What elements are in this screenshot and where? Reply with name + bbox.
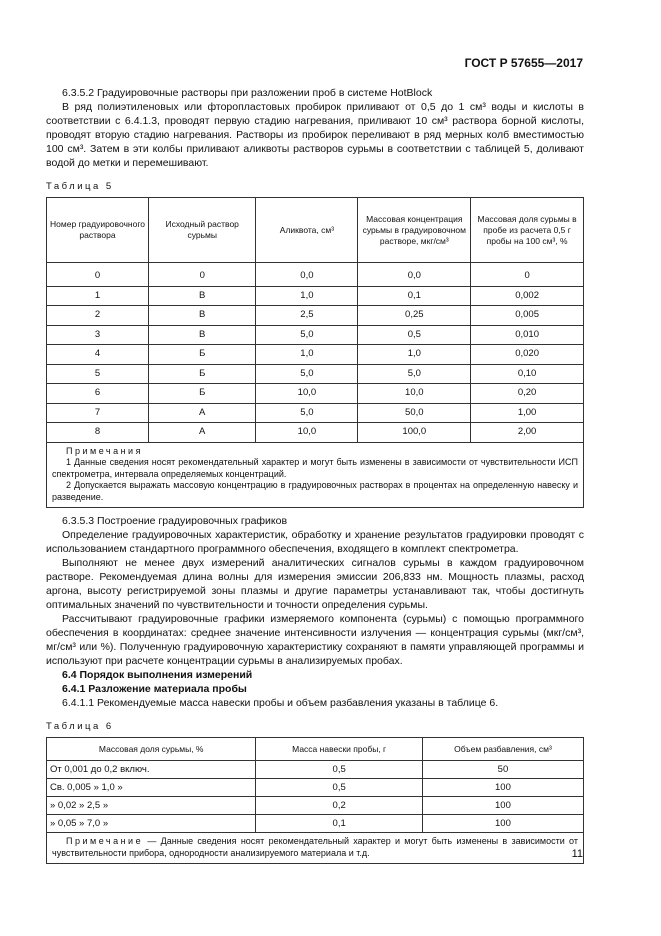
- table-cell: 10,0: [256, 423, 358, 443]
- table-cell: 4: [47, 345, 149, 365]
- table-cell: 8: [47, 423, 149, 443]
- page-number: 11: [571, 848, 583, 860]
- table5-notes-title: Примечания: [66, 445, 143, 456]
- table-cell: 100: [422, 779, 583, 797]
- table5-header-cell: Исходный раствор сурьмы: [149, 198, 256, 263]
- table5-header-cell: Массовая концентрация сурьмы в градуировочном растворе, мкг/см³: [358, 198, 471, 263]
- table-cell: 100: [422, 797, 583, 815]
- table-cell: 1,00: [471, 403, 584, 423]
- table6-header-cell: Масса навески пробы, г: [256, 738, 422, 761]
- section-6352-text: В ряд полиэтиленовых или фторопластовых пробирок приливают от 0,5 до 1 см³ воды и кислоты в соответствии с 6.4.1.3, проводят первую стадию нагревания, приливают 10 см³ раствора борной кислоты, проводят вторую стадию нагревания. Растворы из пробирок переливают в ряд мерных колб вместимостью 100 см³. Затем в эти колбы приливают аликвоты растворов сурьмы в соответствии с таблицей 5, доливают водой до метки и перемешивают.: [46, 101, 584, 169]
- table-cell: Б: [149, 364, 256, 384]
- table6-header-cell: Объем разбавления, см³: [422, 738, 583, 761]
- table-cell: 2,5: [256, 306, 358, 326]
- table-row: [47, 325, 584, 345]
- table-cell: 0,020: [471, 345, 584, 365]
- table-cell: 1,0: [256, 345, 358, 365]
- section-641-title: 6.4.1 Разложение материала пробы: [62, 683, 247, 695]
- section-6353-paragraph-3: Рассчитывают градуировочные графики измеряемого компонента (сурьмы) с помощью программного обеспечения в координатах: среднее значение интенсивности излучения — концентрация сурьмы (мкг/см³, мг/см³ или %). Полученную градуировочную характеристику сохраняют в памяти управляющей программы и используют при расчете концентрации сурьмы в анализируемых пробах.: [46, 613, 584, 667]
- table-row: [47, 779, 584, 797]
- table-cell: 5: [47, 364, 149, 384]
- table-cell: В: [149, 286, 256, 306]
- table5-header-cell: Массовая доля сурьмы в пробе из расчета 0,5 г пробы на 100 см³, %: [471, 198, 584, 263]
- table-cell: 0,25: [358, 306, 471, 326]
- table-cell: Б: [149, 345, 256, 365]
- table5-caption: Таблица 5: [46, 181, 114, 192]
- page-content: [46, 86, 584, 864]
- table-cell: В: [149, 306, 256, 326]
- table6-note-text: — Данные сведения носят рекомендательный характер и могут быть изменены в зависимости от чувствительности прибора, однородности анализируемого материала и т.д.: [52, 836, 578, 858]
- table-row: [47, 761, 584, 779]
- table-row: [47, 364, 584, 384]
- table-cell: 5,0: [358, 364, 471, 384]
- table-cell: 0,20: [471, 384, 584, 404]
- table-cell: 0,5: [358, 325, 471, 345]
- table-cell: 1,0: [358, 345, 471, 365]
- table5-note-2: 2 Допускается выражать массовую концентрацию в градуировочных растворах в процентах на определенную навеску и разведение.: [52, 480, 578, 502]
- table-cell: 6: [47, 384, 149, 404]
- table-cell: 0,002: [471, 286, 584, 306]
- table-row: [47, 306, 584, 326]
- table-cell: » 0,02 » 2,5 »: [47, 797, 256, 815]
- section-6411-text: 6.4.1.1 Рекомендуемые масса навески пробы и объем разбавления указаны в таблице 6.: [62, 697, 499, 709]
- table-cell: Б: [149, 384, 256, 404]
- table-cell: 0,10: [471, 364, 584, 384]
- section-6353-paragraph-1: Определение градуировочных характеристик, обработку и хранение результатов градуировки проводят с использованием стандартного программного обеспечения, входящего в комплект спектрометра.: [46, 529, 584, 555]
- table-cell: От 0,001 до 0,2 включ.: [47, 761, 256, 779]
- table-cell: 1: [47, 286, 149, 306]
- table6-note-row: [47, 833, 584, 864]
- table-cell: 2,00: [471, 423, 584, 443]
- table-cell: 50,0: [358, 403, 471, 423]
- table6-note: [47, 833, 584, 864]
- table-cell: А: [149, 403, 256, 423]
- table-cell: 100: [422, 815, 583, 833]
- table-row: [47, 403, 584, 423]
- section-64-title: 6.4 Порядок выполнения измерений: [62, 669, 253, 681]
- table-cell: 50: [422, 761, 583, 779]
- table5-notes: [47, 442, 584, 508]
- table-row: [47, 423, 584, 443]
- table5-header-cell: Аликвота, см³: [256, 198, 358, 263]
- table-row: [47, 286, 584, 306]
- table-cell: 0,5: [256, 761, 422, 779]
- table-cell: Св. 0,005 » 1,0 »: [47, 779, 256, 797]
- section-6353-paragraph-2: Выполняют не менее двух измерений аналитических сигналов сурьмы в каждом градуировочном растворе. Рекомендуемая длина волны для измерения эмиссии 206,833 нм. Мощность плазмы, расход аргона, высоту регистрируемой зоны плазмы и другие параметры устанавливают так, чтобы достигнуть оптимальных значений по чувствительности и точности определения сурьмы.: [46, 557, 584, 611]
- table-cell: 1,0: [256, 286, 358, 306]
- table-cell: 0: [149, 263, 256, 287]
- table5-header-row: [47, 198, 584, 263]
- table-cell: 5,0: [256, 364, 358, 384]
- table-cell: 0: [471, 263, 584, 287]
- table5-note-1: 1 Данные сведения носят рекомендательный характер и могут быть изменены в зависимости от чувствительности ИСП спектрометра, интервала определяемых концентраций.: [52, 457, 578, 479]
- table-cell: В: [149, 325, 256, 345]
- table-cell: 3: [47, 325, 149, 345]
- table-row: [47, 384, 584, 404]
- table-row: [47, 345, 584, 365]
- table-cell: 2: [47, 306, 149, 326]
- section-6353-title: 6.3.5.3 Построение градуировочных графиков: [62, 515, 288, 527]
- table6-header-row: [47, 738, 584, 761]
- table-cell: 10,0: [256, 384, 358, 404]
- table-cell: 0,2: [256, 797, 422, 815]
- table-cell: 10,0: [358, 384, 471, 404]
- table5-notes-row: [47, 442, 584, 508]
- table-cell: А: [149, 423, 256, 443]
- table-cell: 0,0: [358, 263, 471, 287]
- table-cell: 5,0: [256, 403, 358, 423]
- table6-caption: Таблица 6: [46, 721, 114, 732]
- table-row: [47, 263, 584, 287]
- table-cell: 100,0: [358, 423, 471, 443]
- table6-note-label: Примечание: [66, 836, 144, 846]
- table-cell: 5,0: [256, 325, 358, 345]
- table-cell: 0,5: [256, 779, 422, 797]
- table-cell: 0,1: [256, 815, 422, 833]
- table-cell: 0,005: [471, 306, 584, 326]
- table-cell: 0: [47, 263, 149, 287]
- table5: [46, 197, 584, 508]
- table-row: [47, 815, 584, 833]
- table-cell: 0,0: [256, 263, 358, 287]
- table-cell: 7: [47, 403, 149, 423]
- standard-designation: ГОСТ Р 57655—2017: [464, 56, 583, 70]
- table-row: [47, 797, 584, 815]
- table-cell: 0,010: [471, 325, 584, 345]
- table-cell: 0,1: [358, 286, 471, 306]
- table6: [46, 737, 584, 864]
- table5-header-cell: Номер градуировочного раствора: [47, 198, 149, 263]
- table-cell: » 0,05 » 7,0 »: [47, 815, 256, 833]
- table6-header-cell: Массовая доля сурьмы, %: [47, 738, 256, 761]
- section-6352-title: 6.3.5.2 Градуировочные растворы при разложении проб в системе HotBlock: [62, 87, 433, 99]
